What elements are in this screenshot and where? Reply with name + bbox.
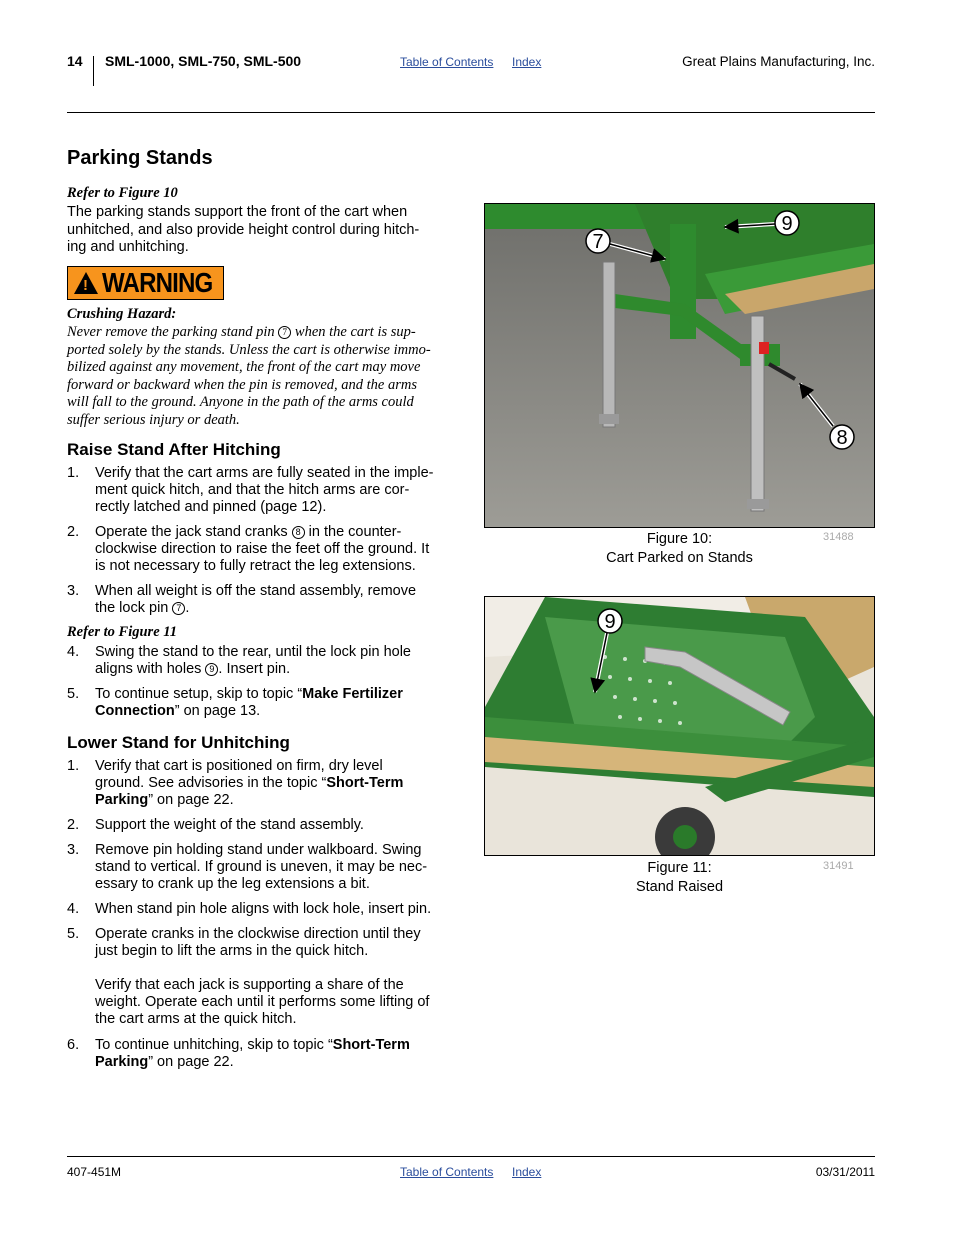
figure-10-number: 31488 [823,531,854,543]
list-item: 1. Verify that cart is positioned on firm, dry level ground. See advisories in the topic “Short-Term Parking” on page 22. [67,758,404,808]
warning-label: ! WARNING [67,266,224,300]
callout-8: 8 [836,427,848,449]
list-item: 2. Operate the jack stand cranks 8 in the counter- clockwise direction to raise the feet off the ground. It is not necessary to fully retract the leg extensions. [67,524,430,574]
list-item: 4. When stand pin hole aligns with lock hole, insert pin. [67,901,432,917]
raise-stand-heading: Raise Stand After Hitching [67,440,281,459]
figure-reference: Refer to Figure 10 [67,185,178,201]
list-item: 3. When all weight is off the stand assembly, remove the lock pin 7 . [67,583,417,616]
list-item: 6. To continue unhitching, skip to topic “Short-Term Parking” on page 22. [67,1037,410,1070]
section-title: Parking Stands [67,147,213,169]
header-rule [67,112,875,113]
callout-9: 9 [781,213,793,235]
callout-7: 7 [592,231,604,253]
figure-reference: Refer to Figure 11 [67,624,177,640]
company-name: Great Plains Manufacturing, Inc. [682,54,875,69]
footer-toc-link[interactable]: Table of Contents [400,1165,494,1179]
list-item: 1. Verify that the cart arms are fully seated in the imple- ment quick hitch, and that the hitch arms are cor- rectly latched and pinned (page 12). [67,465,434,515]
warning-triangle-icon: ! [74,272,98,294]
header-divider [93,56,94,86]
figure-10-photo [484,203,875,528]
header-toc-link[interactable]: Table of Contents [400,55,494,69]
list-item: 2. Support the weight of the stand assembly. [67,817,364,833]
footer-index-link[interactable]: Index [512,1165,542,1179]
figure-10-caption: Figure 10: Cart Parked on Stands [606,531,753,566]
document-id: 407-451M [67,1165,122,1179]
lower-stand-heading: Lower Stand for Unhitching [67,733,290,752]
intro-paragraph: The parking stands support the front of the cart when unhitched, and also provide height control during hitch- ing and unhitching. [67,204,420,255]
figure-11-caption: Figure 11: Stand Raised [635,860,724,895]
list-item: 4. Swing the stand to the rear, until the lock pin hole aligns with holes 9 . Insert pin. [67,644,411,677]
publish-date: 03/31/2011 [815,1165,875,1179]
callout-9: 9 [604,611,616,633]
list-item: 5. Operate cranks in the clockwise direction until they just begin to lift the arms in the quick hitch. Verify that each jack is supporting a share of the weight. Operate each until it performs some lifting of the cart arms at the quick hitch. [67,926,430,1027]
list-item: 3. Remove pin holding stand under walkboard. Swing stand to vertical. If ground is uneven, it may be nec- essary to crank up the leg extensions a bit. [67,842,428,892]
hazard-title: Crushing Hazard: [67,306,177,322]
figure-11-photo [484,596,875,856]
header-index-link[interactable]: Index [512,55,542,69]
manual-title: SML-1000, SML-750, SML-500 [105,53,302,69]
figure-11-number: 31491 [823,860,854,872]
list-item: 5. To continue setup, skip to topic “Make Fertilizer Connection” on page 13. [67,686,403,719]
hazard-text: Never remove the parking stand pin 7 when the cart is sup- ported solely by the stands. Unless the cart is otherwise immo- bilized against any movement, the front of the cart may move forward or backward when the pin is removed, and the arms will fall to the ground. Anyone in the path of the arms could suffer serious injury or death. [67,324,431,428]
footer-rule [67,1156,875,1157]
page-number: 14 [67,53,83,69]
